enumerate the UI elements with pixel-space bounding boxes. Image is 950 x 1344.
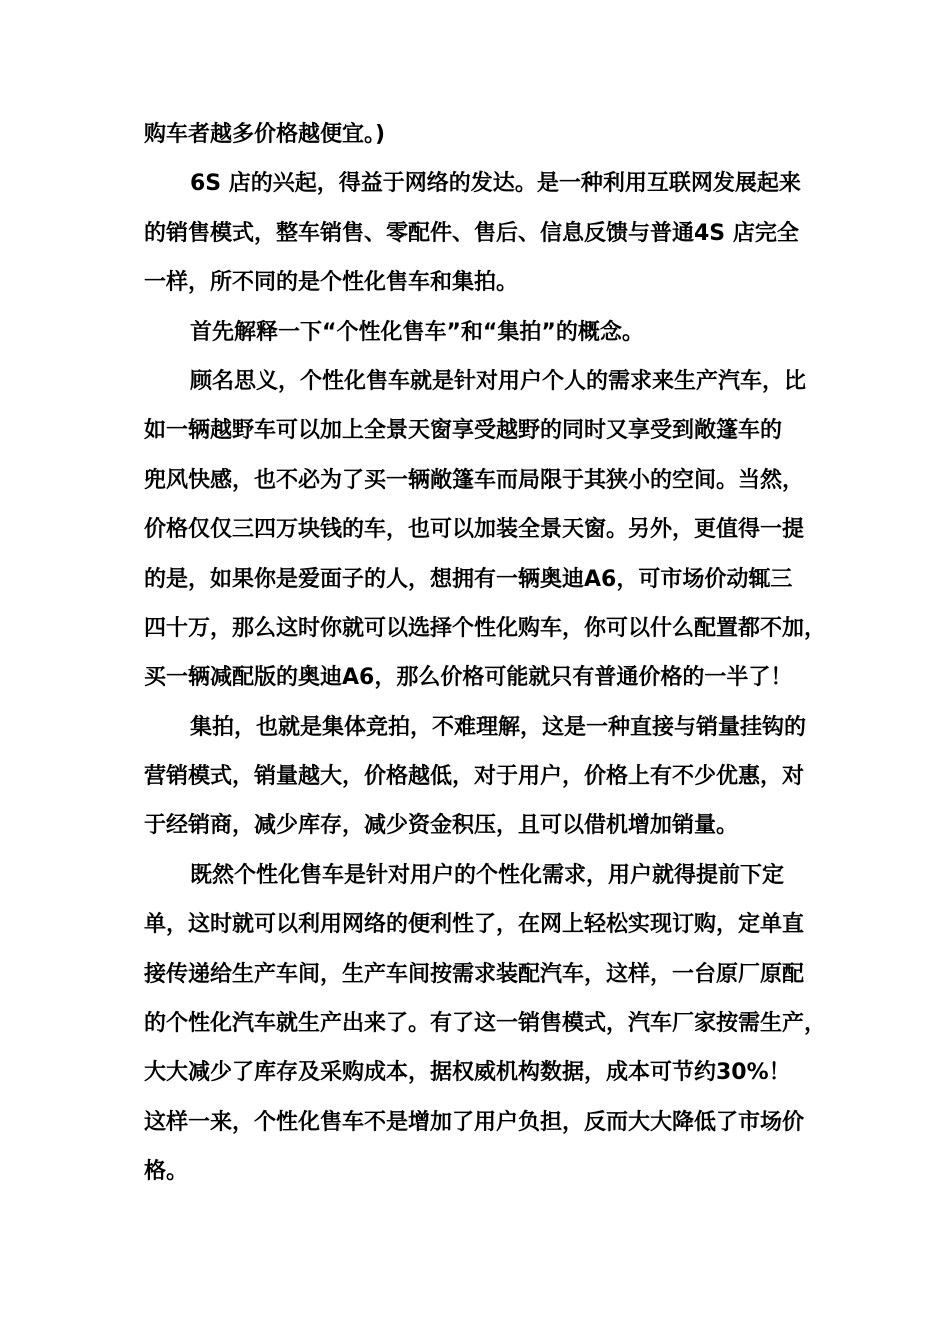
text-line: 一样，所不同的是个性化售车和集拍。 [144,270,519,296]
text-line: 营销模式，销量越大，价格越低，对于用户，价格上有不少优惠，对 [144,764,805,790]
text-line: 四十万，那么这时你就可以选择个性化购车，你可以什么配置都不加， [144,615,827,641]
text-line: 单，这时就可以利用网络的便利性了，在网上轻松实现订购，定单直 [144,912,805,938]
paragraph-start-line: 顾名思义，个性化售车就是针对用户个人的需求来生产汽车，比 [190,368,807,394]
paragraph-start-line: 首先解释一下“个性化售车”和“集拍”的概念。 [190,319,644,345]
text-line: 如一辆越野车可以加上全景天窗享受越野的同时又享受到敞篷车的 [144,418,783,444]
text-line: 于经销商，减少库存，减少资金积压，且可以借机增加销量。 [144,813,739,839]
text-line: 的销售模式，整车销售、零配件、售后、信息反馈与普通4S 店完全 [144,220,799,246]
text-line: 格。 [144,1159,189,1185]
paragraph-start-line: 6S 店的兴起，得益于网络的发达。是一种利用互联网发展起来 [190,171,801,197]
text-line: 买一辆减配版的奥迪A6，那么价格可能就只有普通价格的一半了！ [144,665,793,691]
paragraph-start-line: 既然个性化售车是针对用户的个性化需求，用户就得提前下定 [190,862,785,888]
text-line: 购车者越多价格越便宜。) [144,122,386,147]
text-line: 的个性化汽车就生产出来了。有了这一销售模式，汽车厂家按需生产， [144,1011,827,1037]
text-line: 价格仅仅三四万块钱的车，也可以加装全景天窗。另外，更值得一提 [144,517,805,543]
document-body [144,110,844,1197]
paragraph-start-line: 集拍，也就是集体竞拍，不难理解，这是一种直接与销量挂钩的 [190,714,807,740]
text-line: 大大减少了库存及采购成本，据权威机构数据，成本可节约30%！ [144,1060,791,1086]
text-line: 的是，如果你是爱面子的人，想拥有一辆奥迪A6，可市场价动辄三 [144,566,793,592]
text-line: 接传递给生产车间，生产车间按需求装配汽车，这样，一台原厂原配 [144,961,805,987]
text-line: 这样一来，个性化售车不是增加了用户负担，反而大大降低了市场价 [144,1109,805,1135]
text-line: 兜风快感，也不必为了买一辆敞篷车而局限于其狭小的空间。当然， [144,467,805,493]
